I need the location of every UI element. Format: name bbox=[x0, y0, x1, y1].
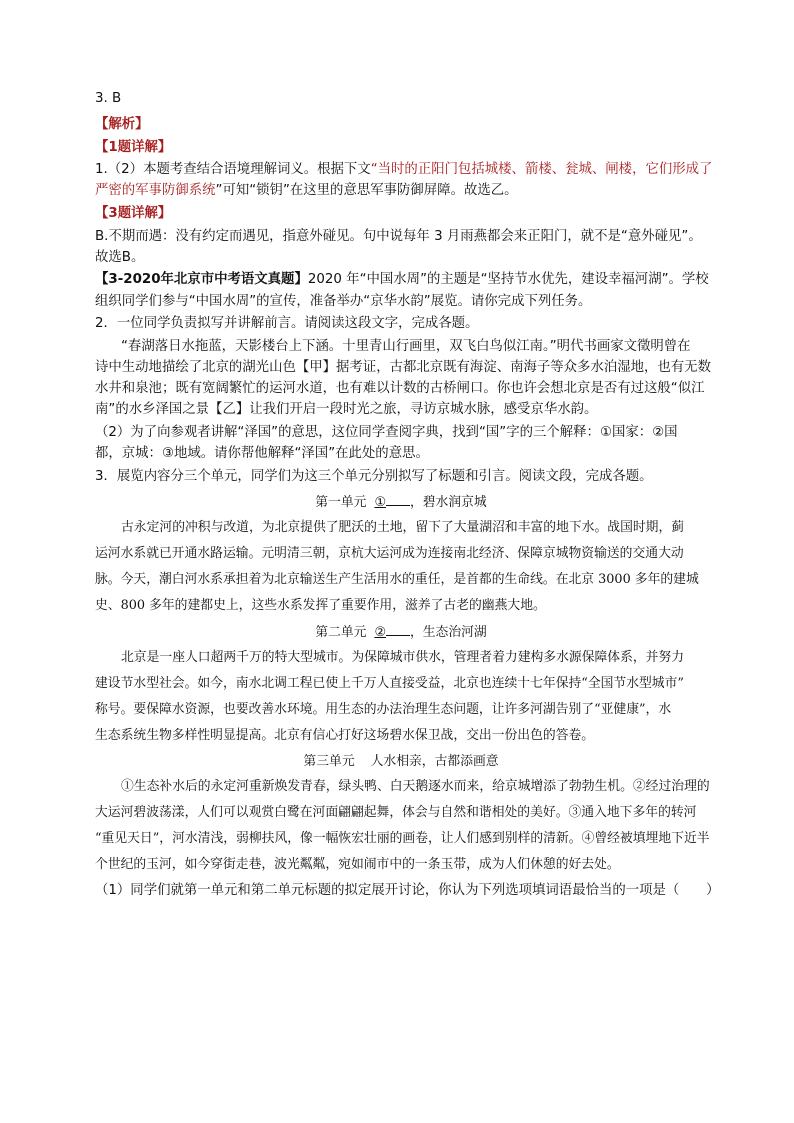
unit2-blank-mark: ② bbox=[374, 624, 386, 640]
q1-explanation-line2 bbox=[95, 182, 707, 200]
preface-line3: 水井和泉池；既有宽阔繁忙的运河水道，也有难以计数的古桥闸口。你也许会想北京是否有过这般“似江 bbox=[95, 381, 705, 397]
unit1-title-text: ，碧水润京城 bbox=[409, 494, 487, 510]
unit3-title-text: 人水相亲，古都添画意 bbox=[370, 753, 499, 769]
unit3-label: 第三单元 bbox=[303, 753, 355, 769]
unit1-para-line3: 脉。今天，潮白河水系承担着为北京输送生产生活用水的重任，是首都的生命线。在北京 3000 多年的建城 bbox=[95, 571, 699, 587]
exam-intro-line2: 组织同学们参与“中国水周”的宣传，准备举办“京华水韵”展览。请你完成下列任务。 bbox=[95, 293, 592, 309]
analysis-header: 【解析】 bbox=[95, 117, 149, 132]
q3-explanation-line2: 故选B。 bbox=[95, 249, 145, 265]
q1-quoted-text-cont: 严密的军事防御系统 bbox=[95, 183, 216, 199]
unit1-para-line2: 运河水系就已开通水路运输。元明清三朝，京杭大运河成为连接南北经济、保障京城物资输送的交通大动 bbox=[95, 545, 684, 561]
unit2-para-line4: 生态系统生物多样性明显提高。北京有信心打好这场碧水保卫战，交出一份出色的答卷。 bbox=[95, 727, 595, 743]
unit1-title bbox=[95, 493, 707, 511]
q1-quoted-text: “当时的正阳门包括城楼、箭楼、瓮城、闸楼，它们形成了 bbox=[370, 162, 713, 178]
q1-explanation-line1 bbox=[95, 161, 713, 179]
document-page bbox=[95, 90, 720, 904]
q2-2-line2: 都，京城：③地域。请你帮他解释“泽国”在此处的意思。 bbox=[95, 446, 429, 462]
q1-explanation-text: 1.（2）本题考查结合语境理解词义。根据下文 bbox=[95, 162, 371, 178]
task3-prompt: 3．展览内容分三个单元，同学们为这三个单元分别拟写了标题和引言。阅读文段，完成各题。 bbox=[95, 468, 653, 484]
unit1-blank-mark: ① bbox=[374, 494, 386, 510]
exam-intro-line1 bbox=[95, 271, 707, 289]
unit2-title-text: ，生态治河湖 bbox=[409, 624, 487, 640]
unit3-para-line2: 大运河碧波荡漾，人们可以观赏白鹭在河面翩翩起舞，体会与自然和谐相处的美好。③通入地下多年的转河 bbox=[95, 804, 697, 820]
q3-explanation-line1: B.不期而遇：没有约定而遇见，指意外碰见。句中说每年 3 月雨燕都会来正阳门，就不是“意外碰见”。 bbox=[95, 228, 702, 244]
unit1-para-line4: 史、800 多年的建都史上，这些水系发挥了重要作用，滋养了古老的幽燕大地。 bbox=[95, 597, 546, 613]
unit3-para-line1: ①生态补水后的永定河重新焕发青春，绿头鸭、白天鹅逐水而来，给京城增添了勃勃生机。②经过治理的 bbox=[121, 778, 710, 794]
preface-line4: 南”的水乡泽国之景【乙】让我们开启一段时光之旅，寻访京城水脉，感受京华水韵。 bbox=[95, 402, 598, 418]
unit3-title bbox=[95, 753, 707, 770]
unit2-para-line3: 称号。要保障水资源，也要改善水环境。用生态的办法治理生态问题，让许多河湖告别了“亚健康”，水 bbox=[95, 701, 672, 717]
unit1-label: 第一单元 bbox=[315, 494, 367, 510]
unit1-blank bbox=[386, 493, 410, 506]
q1-conclusion: ”可知“锁钥”在这里的意思军事防御屏障。故选乙。 bbox=[215, 183, 518, 199]
unit3-para-line3: “重见天日”，河水清浅，弱柳扶风，像一幅恢宏壮丽的画卷，让人们感到别样的清新。④曾经被填埋地下近半 bbox=[95, 830, 710, 846]
unit1-para-line1: 古永定河的冲积与改道，为北京提供了肥沃的土地，留下了大量湖沼和丰富的地下水。战国时期，蓟 bbox=[121, 519, 685, 535]
answer-line: 3. B bbox=[95, 91, 122, 106]
unit2-para-line1: 北京是一座人口超两千万的特大型城市。为保障城市供水，管理者着力建构多水源保障体系，并努力 bbox=[121, 649, 685, 665]
exam-intro-text: 2020 年“中国水周”的主题是“坚持节水优先，建设幸福河湖”。学校 bbox=[307, 272, 709, 288]
preface-line2: 诗中生动地描绘了北京的湖光山色【甲】据考证，古都北京既有海淀、南海子等众多水泊湿地，也有无数 bbox=[95, 359, 711, 375]
task2-prompt: 2．一位同学负责拟写并讲解前言。请阅读这段文字，完成各题。 bbox=[95, 316, 479, 332]
unit2-label: 第二单元 bbox=[315, 624, 367, 640]
q1-detail-header: 【1题详解】 bbox=[95, 139, 172, 155]
preface-line1: “春湖落日水拖蓝，天影楼台上下涵。十里青山行画里，双飞白鸟似江南。”明代书画家文徵明曾在 bbox=[121, 338, 691, 354]
unit2-blank bbox=[386, 623, 410, 636]
unit3-para-line4: 个世纪的玉河，如今穿街走巷，波光粼粼，宛如闹市中的一条玉带，成为人们休憩的好去处。 bbox=[95, 856, 620, 872]
q3-detail-header: 【3题详解】 bbox=[95, 205, 172, 221]
unit2-para-line2: 建设节水型社会。如今，南水北调工程已使上千万人直接受益，北京也连续十七年保持“全国节水型城市” bbox=[95, 675, 684, 691]
q2-2-line1: （2）为了向参观者讲解“泽国”的意思，这位同学查阅字典，找到“国”字的三个解释：①国家：②国 bbox=[95, 424, 678, 440]
q3-1-prompt: （1）同学们就第一单元和第二单元标题的拟定展开讨论，你认为下列选项填词语最恰当的一项是（ ） bbox=[95, 882, 720, 898]
exam-source-tag: 【3-2020年北京市中考语文真题】 bbox=[95, 272, 308, 288]
unit2-title bbox=[95, 623, 707, 641]
